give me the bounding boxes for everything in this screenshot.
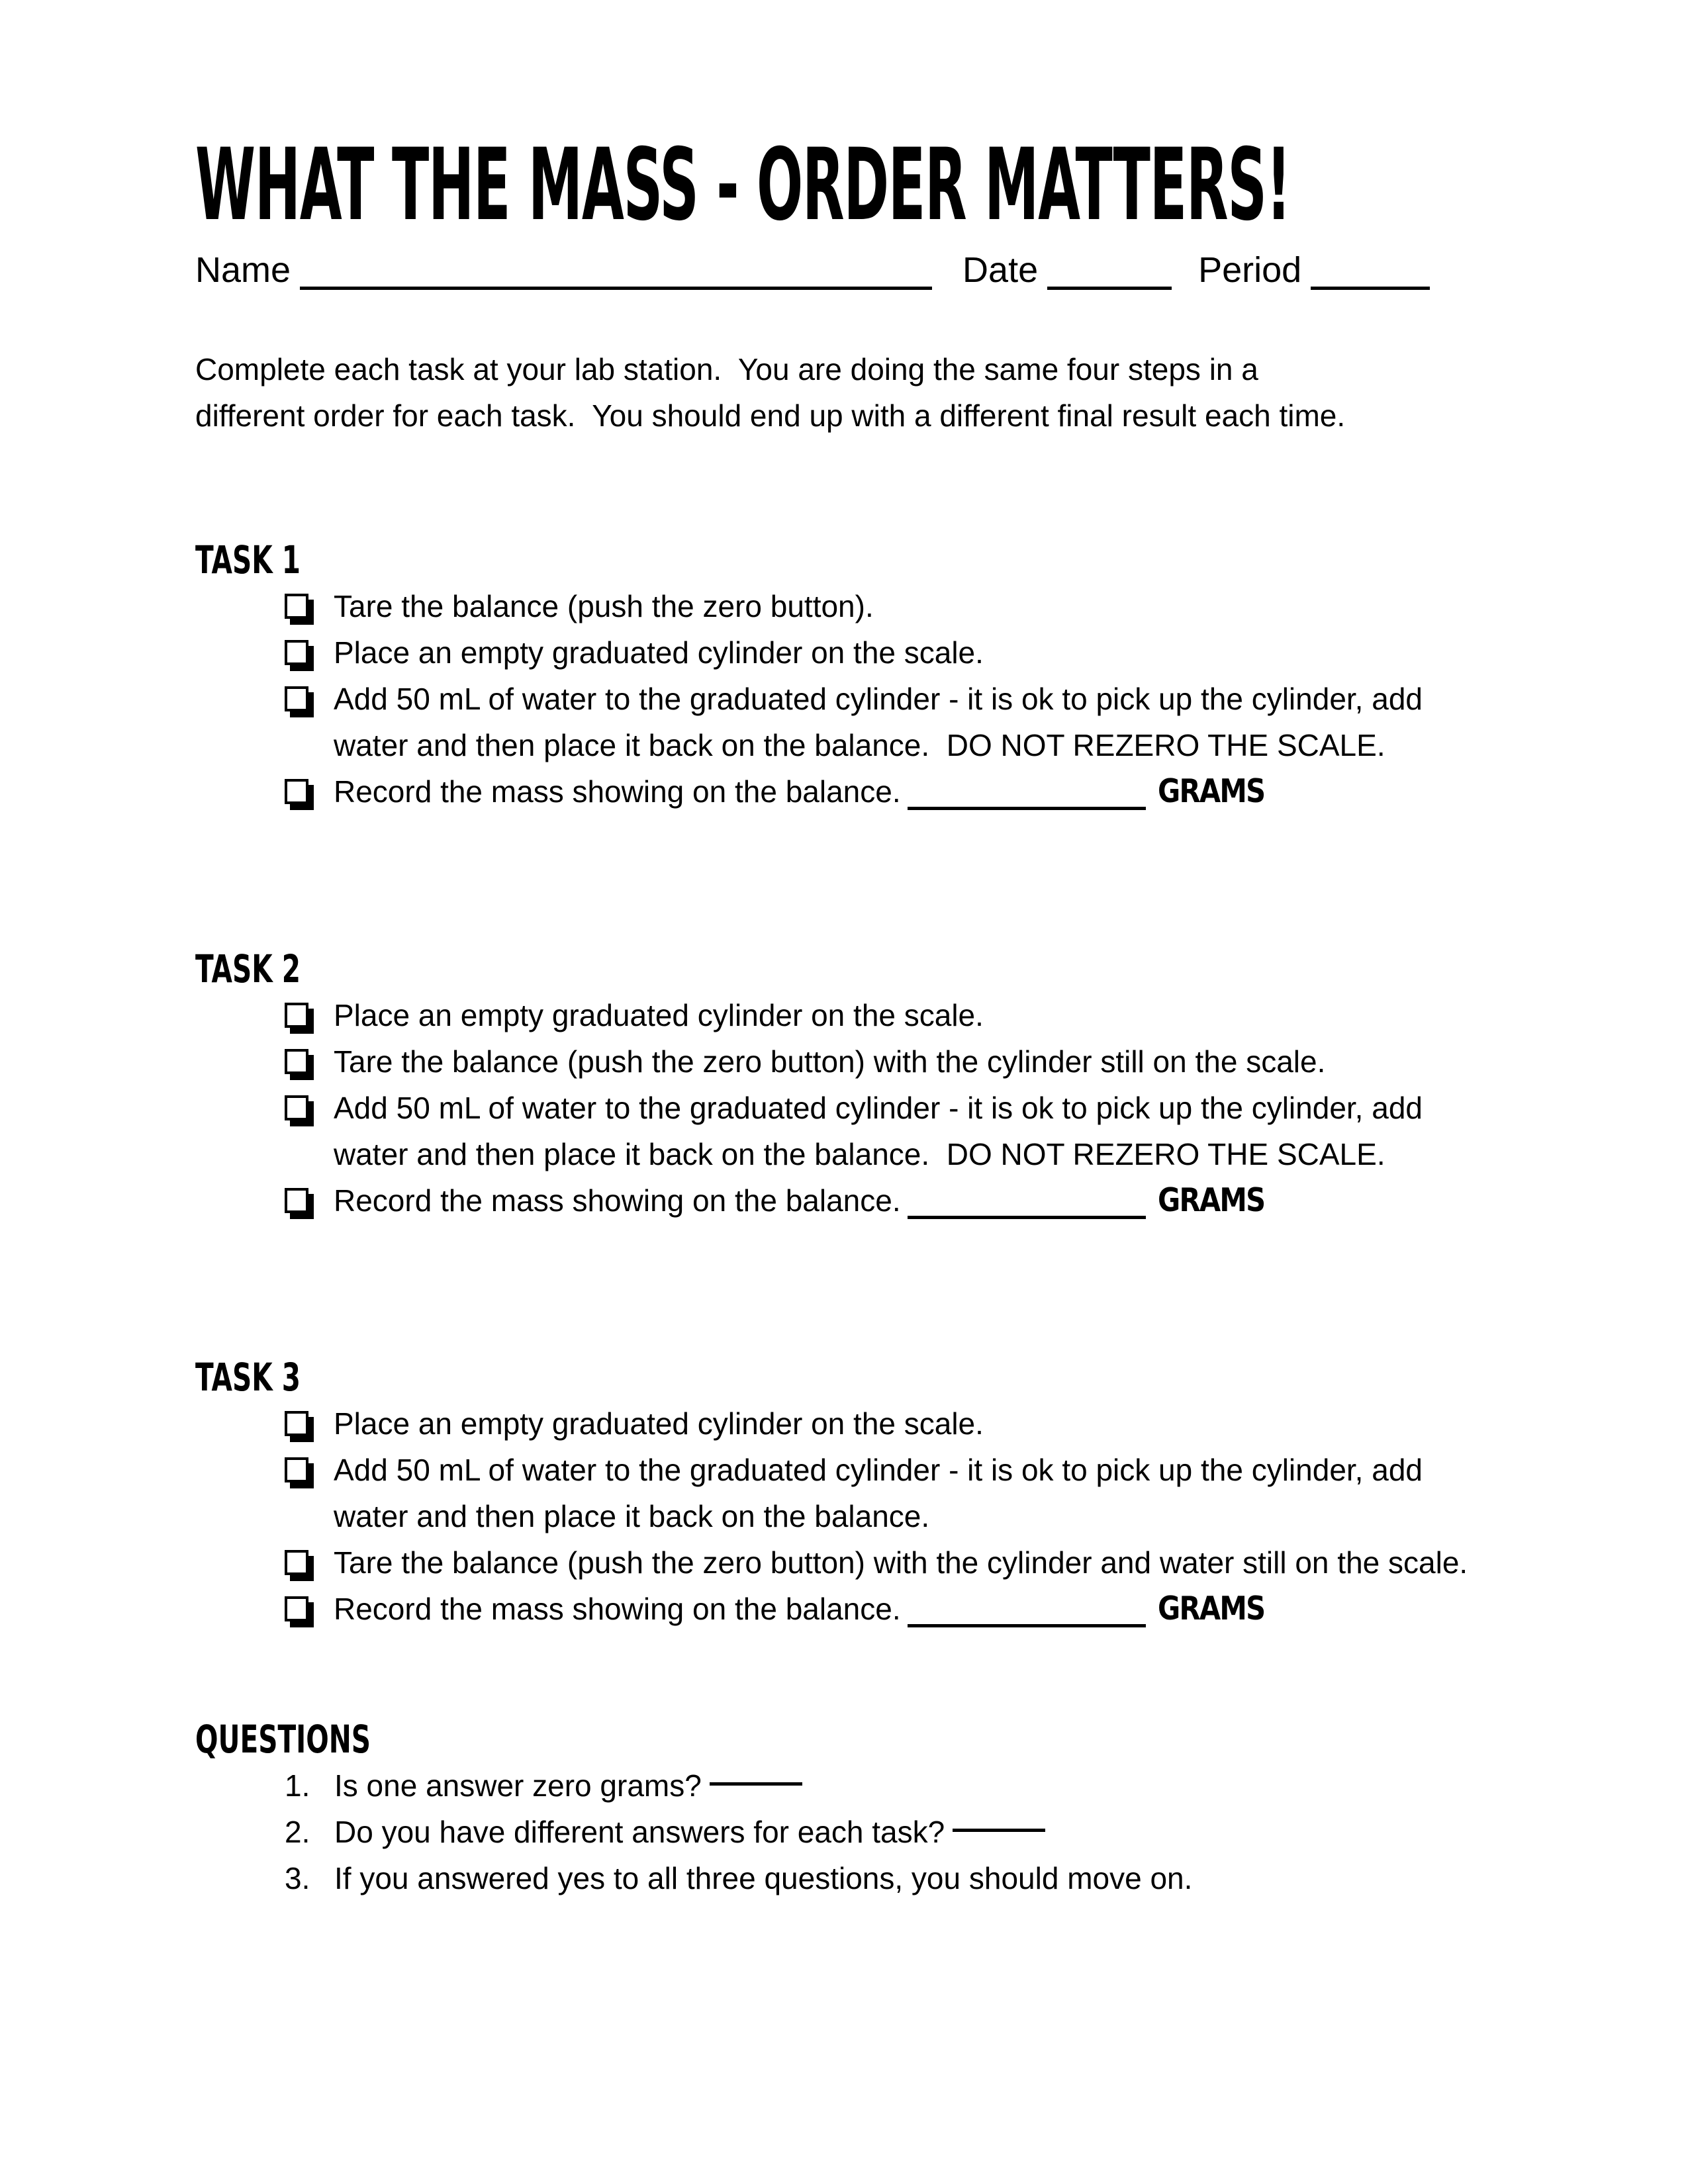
- task-item: [285, 1447, 1473, 1539]
- task-item: [285, 1400, 1473, 1447]
- intro-paragraph: [195, 346, 1473, 439]
- page-title: WHAT THE MASS - ORDER MATTERS!: [195, 128, 1291, 243]
- task-2-heading: TASK 2: [195, 946, 301, 991]
- checkbox-icon[interactable]: [285, 1457, 308, 1482]
- mass-answer-blank[interactable]: [908, 1604, 1146, 1627]
- task-item-text: Tare the balance (push the zero button).: [334, 589, 874, 623]
- task-item: [285, 676, 1473, 768]
- task-item: [285, 1539, 1473, 1586]
- task-item-text: Add 50 mL of water to the graduated cylinder - it is ok to pick up the cylinder, add water and then place it back on the balance. DO NOT REZERO THE SCALE.: [334, 682, 1431, 762]
- grams-unit-label: GRAMS: [1157, 1181, 1265, 1219]
- task-item: [285, 1038, 1473, 1085]
- task-item: [285, 629, 1473, 676]
- question-number: 3.: [285, 1861, 310, 1895]
- checkbox-icon[interactable]: [285, 1095, 308, 1120]
- question-item: [285, 1809, 1473, 1855]
- grams-unit-label: GRAMS: [1157, 1590, 1265, 1627]
- checkbox-icon[interactable]: [285, 1411, 308, 1436]
- task-item-text: Tare the balance (push the zero button) with the cylinder and water still on the scale.: [334, 1545, 1468, 1580]
- task-1-section: [195, 537, 1473, 815]
- question-item: [285, 1762, 1473, 1809]
- mass-answer-blank[interactable]: [908, 787, 1146, 810]
- questions-section: [195, 1716, 1473, 1901]
- question-text: If you answered yes to all three questions, you should move on.: [334, 1861, 1193, 1895]
- task-2-section: [195, 946, 1473, 1224]
- checkbox-icon[interactable]: [285, 1188, 308, 1213]
- task-item-text: Add 50 mL of water to the graduated cylinder - it is ok to pick up the cylinder, add water and then place it back on the balance. DO NOT REZERO THE SCALE.: [334, 1091, 1431, 1171]
- period-blank[interactable]: [1311, 267, 1430, 290]
- task-record-item: [285, 1177, 1473, 1224]
- record-mass-text: Record the mass showing on the balance.: [334, 1183, 901, 1218]
- question-text: Is one answer zero grams?: [334, 1768, 702, 1803]
- checkbox-icon[interactable]: [285, 1596, 308, 1621]
- record-mass-text: Record the mass showing on the balance.: [334, 1592, 901, 1626]
- mass-answer-blank[interactable]: [908, 1196, 1146, 1219]
- record-mass-text: Record the mass showing on the balance.: [334, 774, 901, 809]
- checkbox-icon[interactable]: [285, 779, 308, 804]
- intro-line: Complete each task at your lab station. You are doing the same four steps in a: [195, 352, 1258, 387]
- question-item: [285, 1855, 1473, 1901]
- grams-unit-label: GRAMS: [1157, 772, 1265, 810]
- task-item-text: Place an empty graduated cylinder on the scale.: [334, 1406, 984, 1441]
- checkbox-icon[interactable]: [285, 1003, 308, 1028]
- checkbox-icon[interactable]: [285, 1049, 308, 1074]
- date-label: Date: [962, 250, 1039, 290]
- task-3-heading: TASK 3: [195, 1355, 301, 1400]
- intro-line: different order for each task. You should end up with a different final result each time.: [195, 398, 1346, 433]
- task-item-text: Place an empty graduated cylinder on the scale.: [334, 635, 984, 670]
- question-answer-blank[interactable]: [710, 1762, 802, 1786]
- question-number: 2.: [285, 1815, 310, 1849]
- checkbox-icon[interactable]: [285, 640, 308, 665]
- period-label: Period: [1198, 250, 1302, 290]
- task-1-heading: TASK 1: [195, 537, 301, 582]
- task-item-text: Place an empty graduated cylinder on the scale.: [334, 998, 984, 1032]
- checkbox-icon[interactable]: [285, 1550, 308, 1575]
- task-record-item: [285, 1586, 1473, 1632]
- task-item: [285, 1085, 1473, 1177]
- question-text: Do you have different answers for each task?: [334, 1815, 945, 1849]
- question-answer-blank[interactable]: [953, 1809, 1045, 1832]
- task-item-text: Tare the balance (push the zero button) with the cylinder still on the scale.: [334, 1044, 1326, 1079]
- task-item: [285, 992, 1473, 1038]
- checkbox-icon[interactable]: [285, 686, 308, 711]
- questions-heading: QUESTIONS: [195, 1717, 371, 1762]
- checkbox-icon[interactable]: [285, 594, 308, 619]
- name-date-period-line: [195, 247, 1473, 293]
- task-record-item: [285, 768, 1473, 815]
- name-blank[interactable]: [300, 267, 932, 290]
- name-label: Name: [195, 250, 291, 290]
- question-number: 1.: [285, 1768, 310, 1803]
- task-item: [285, 583, 1473, 629]
- task-item-text: Add 50 mL of water to the graduated cylinder - it is ok to pick up the cylinder, add water and then place it back on the balance.: [334, 1453, 1431, 1533]
- task-3-section: [195, 1354, 1473, 1632]
- date-blank[interactable]: [1047, 267, 1172, 290]
